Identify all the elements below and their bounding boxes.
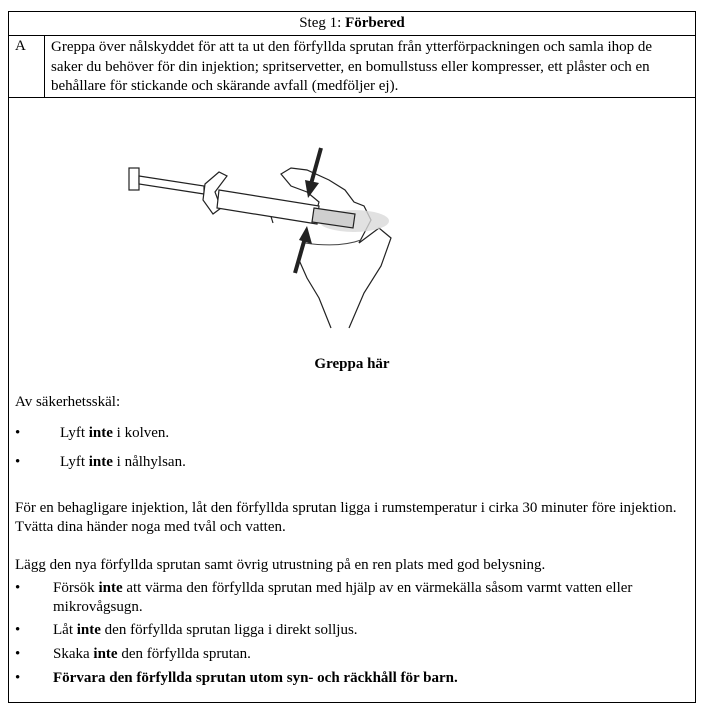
arrow-bottom-icon <box>299 226 312 244</box>
safety-item-text: i kolven. <box>112 425 170 441</box>
room-temperature-paragraph: För en behagligare injektion, låt den förfyllda sprutan ligga i rumstemperatur i cirka 30 minuter före injektion. Tvätta dina händer noga med tvål och vatten. <box>15 500 677 535</box>
bullet-icon: • <box>15 622 21 638</box>
bullet-icon: • <box>15 454 21 470</box>
warning-item-emphasis: inte <box>76 622 101 638</box>
step-text: Greppa över nålskyddet för att ta ut den förfyllda sprutan från ytterförpackningen och samla ihop de saker du behöver för din injektion; spritservetter, en bomullstuss eller kompresser, ett plåster och en behållare för stickande och skärande avfall (medföljer ej). <box>51 39 653 94</box>
hand-wrist-right <box>349 228 391 328</box>
warning-item-text: den förfyllda sprutan. <box>117 646 251 662</box>
arrow-bottom-shaft <box>295 238 305 273</box>
bullet-icon: • <box>15 425 21 441</box>
warning-item <box>15 621 685 640</box>
warning-item <box>15 579 685 617</box>
syringe-barrel <box>217 190 319 224</box>
illustration-caption: Greppa här <box>314 356 390 372</box>
bullet-icon: • <box>15 580 21 596</box>
step-title <box>9 12 695 36</box>
safety-item <box>15 424 685 443</box>
warning-item-text: att värma den förfyllda sprutan med hjälp av en värmekälla såsom varmt vatten eller mikrovågsugn. <box>53 580 633 615</box>
safety-item-text: i nålhylsan. <box>112 454 186 470</box>
safety-heading: Av säkerhetsskäl: <box>15 394 121 410</box>
syringe-grip-illustration <box>109 128 409 338</box>
preparation-paragraph: Lägg den nya förfyllda sprutan samt övrig utrustning på en ren plats med god belysning. <box>15 557 546 573</box>
safety-item-emphasis: inte <box>88 454 113 470</box>
warning-item-emphasis: inte <box>98 580 123 596</box>
instruction-table <box>8 11 696 703</box>
thumb-line <box>305 240 361 245</box>
instruction-body <box>9 98 695 702</box>
step-a-row <box>9 36 695 98</box>
hand-wrist-left <box>299 260 331 328</box>
plunger-head <box>129 168 139 190</box>
bullet-icon: • <box>15 670 21 686</box>
warning-item-emphasis: Förvara den förfyllda sprutan utom syn- och räckhåll för barn. <box>53 670 458 686</box>
arrow-top-shaft <box>311 148 321 184</box>
step-title-bold: Förbered <box>345 15 405 31</box>
arrow-top-icon <box>305 180 319 198</box>
plunger-rod <box>139 176 204 194</box>
warning-item-text: den förfyllda sprutan ligga i direkt solljus. <box>100 622 358 638</box>
warning-item-text: Låt <box>53 622 77 638</box>
warning-item-text: Försök <box>53 580 99 596</box>
step-title-prefix: Steg 1: <box>299 15 346 31</box>
safety-item-text: Lyft <box>60 425 89 441</box>
warning-item-text: Skaka <box>53 646 94 662</box>
warning-item <box>15 669 685 688</box>
safety-item <box>15 453 685 472</box>
safety-item-emphasis: inte <box>88 425 113 441</box>
safety-item-text: Lyft <box>60 454 89 470</box>
warning-item <box>15 645 685 664</box>
warning-item-emphasis: inte <box>93 646 118 662</box>
step-letter: A <box>9 36 45 97</box>
bullet-icon: • <box>15 646 21 662</box>
